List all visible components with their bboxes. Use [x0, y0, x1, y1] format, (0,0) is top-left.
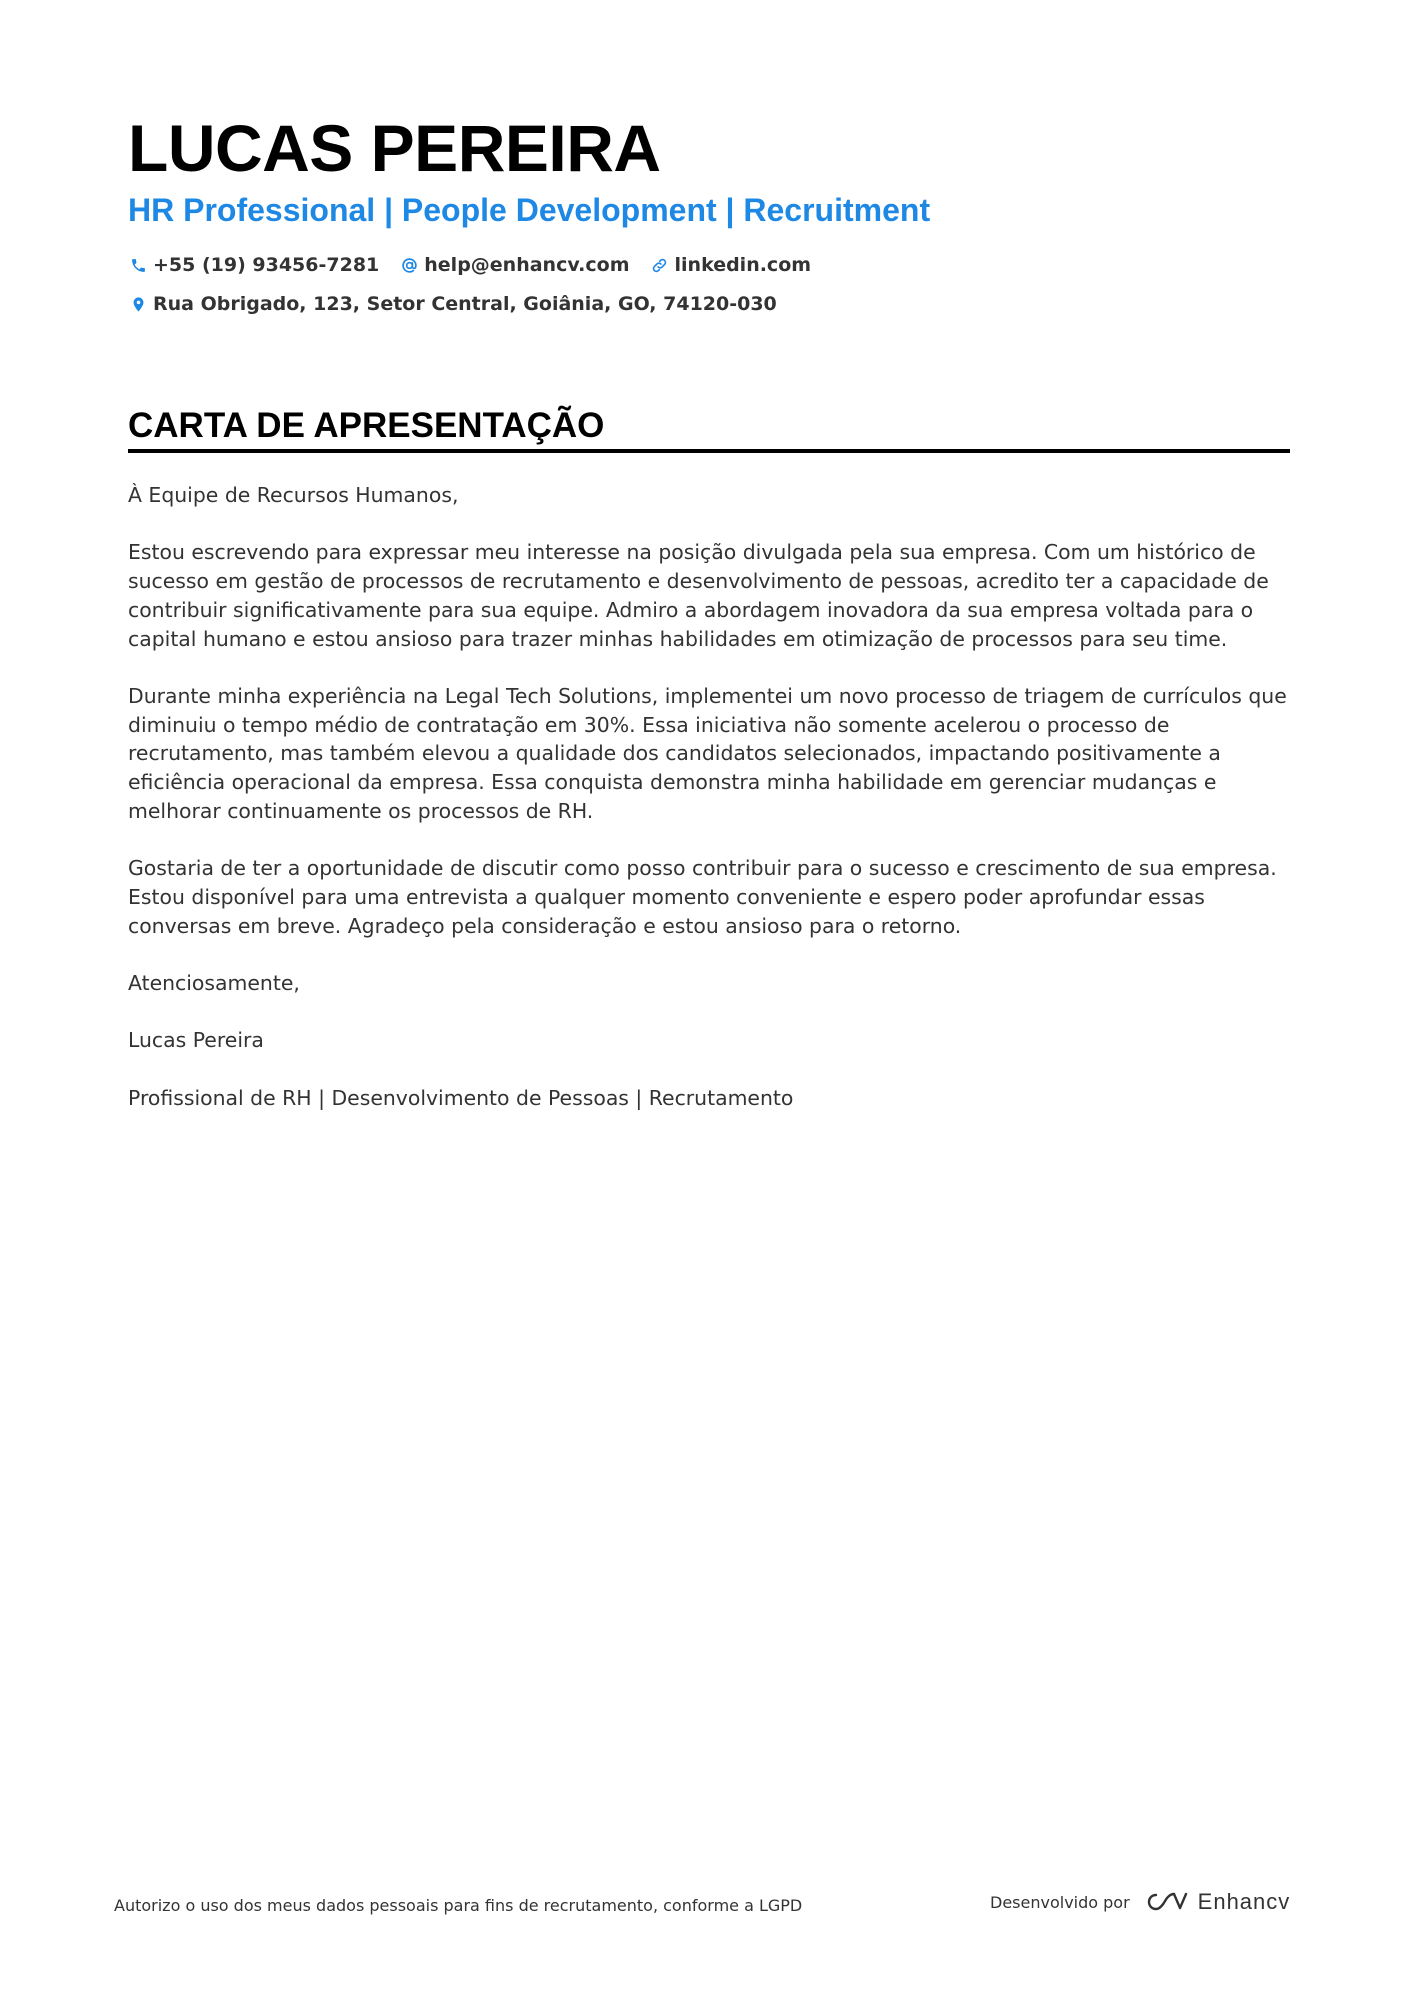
link-icon [650, 255, 670, 275]
email-value: help@enhancv.com [424, 254, 630, 276]
candidate-headline: HR Professional | People Development | Recruitment [128, 192, 931, 228]
contact-phone [128, 254, 379, 276]
phone-value: +55 (19) 93456-7281 [153, 254, 380, 276]
powered-by-label: Desenvolvido por [990, 1892, 1130, 1912]
address-row [128, 293, 797, 315]
address-value: Rua Obrigado, 123, Setor Central, Goiânia, GO, 74120-030 [153, 293, 777, 315]
footer-consent: Autorizo o uso dos meus dados pessoais para fins de recrutamento, conforme a LGPD [114, 1896, 803, 1915]
footer-branding[interactable] [990, 1889, 1290, 1915]
letter-closing: Atenciosamente, [128, 970, 300, 995]
enhancv-brand-name: Enhancv [1197, 1889, 1291, 1914]
letter-paragraph: Gostaria de ter a oportunidade de discutir como posso contribuir para o sucesso e crescimento de sua empresa. Estou disponível para uma entrevista a qualquer momento conveniente e espero poder aprofundar essas conversas em breve. Agradeço pela consideração e estou ansioso para o retorno. [128, 856, 1277, 938]
enhancv-logo-icon [1142, 1889, 1188, 1915]
contact-address [128, 293, 777, 315]
map-pin-icon [128, 294, 148, 314]
section-title: CARTA DE APRESENTAÇÃO [128, 406, 1290, 453]
letter-paragraph: Durante minha experiência na Legal Tech Solutions, implementei um novo processo de triagem de currículos que diminuiu o tempo médio de contratação em 30%. Essa iniciativa não somente acelerou o processo de recrutamento, mas também elevou a qualidade dos candidatos selecionados, impactando positivamente a eficiência operacional da empresa. Essa conquista demonstra minha habilidade em gerenciar mudanças e melhorar continuamente os processos de RH. [128, 683, 1287, 823]
candidate-name: LUCAS PEREIRA [128, 111, 661, 185]
contact-linkedin[interactable] [650, 254, 812, 276]
letter-greeting: À Equipe de Recursos Humanos, [128, 483, 459, 507]
letter-signature-title: Profissional de RH | Desenvolvimento de Pessoas | Recrutamento [128, 1085, 794, 1110]
letter-paragraph: Estou escrevendo para expressar meu interesse na posição divulgada pela sua empresa. Com um histórico de sucesso em gestão de processos de recrutamento e desenvolvimento de pessoas, acredito ter a capacidade de contribuir significativamente para sua equipe. Admiro a abordagem inovadora da sua empresa voltada para o capital humano e estou ansioso para trazer minhas habilidades em otimização de processos para seu time. [128, 540, 1269, 651]
letter-body [128, 481, 1298, 1141]
contact-row [128, 254, 831, 276]
phone-icon [128, 255, 148, 275]
linkedin-value: linkedin.com [674, 254, 812, 276]
contact-email[interactable] [399, 254, 629, 276]
at-icon [399, 255, 419, 275]
letter-signature: Lucas Pereira [128, 1028, 264, 1053]
